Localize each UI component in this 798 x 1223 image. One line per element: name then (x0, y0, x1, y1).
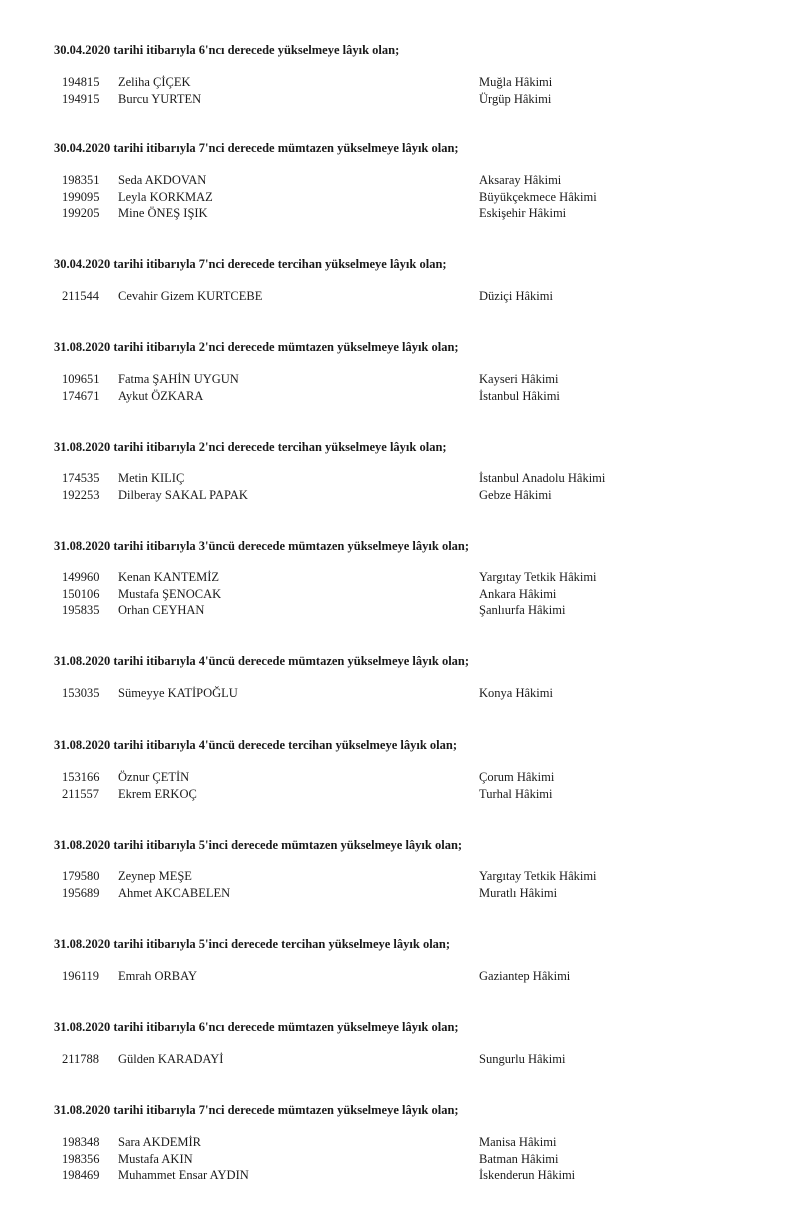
judge-name: Gülden KARADAYİ (118, 1052, 224, 1066)
judge-row (0, 371, 798, 387)
judge-row (0, 769, 798, 785)
judge-position: Manisa Hâkimi (479, 1135, 557, 1149)
judge-position: Çorum Hâkimi (479, 770, 555, 784)
judge-row (0, 1167, 798, 1183)
sicil-number: 195689 (62, 885, 100, 900)
judge-position: Yargıtay Tetkik Hâkimi (479, 570, 597, 584)
judge-position: Büyükçekmece Hâkimi (479, 189, 597, 204)
sicil-number: 194815 (62, 75, 100, 89)
judge-row (0, 91, 798, 107)
judge-position: Aksaray Hâkimi (479, 173, 562, 187)
sicil-number: 211788 (62, 1052, 100, 1066)
judge-row (0, 189, 798, 205)
section-heading: 31.08.2020 tarihi itibarıyla 5'inci derecede tercihan yükselmeye lâyık olan; (54, 937, 451, 951)
sicil-number: 153035 (62, 686, 100, 700)
sicil-number: 196119 (62, 969, 100, 983)
judge-name: Metin KILIÇ (118, 471, 185, 485)
judge-name: Dilberay SAKAL PAPAK (118, 487, 248, 502)
judge-row (0, 288, 798, 304)
judge-position: Gaziantep Hâkimi (479, 969, 571, 983)
sicil-number: 150106 (62, 586, 100, 601)
judge-position: Eskişehir Hâkimi (479, 206, 567, 220)
judge-row (0, 1151, 798, 1167)
sicil-number: 192253 (62, 487, 100, 502)
judge-row (0, 786, 798, 802)
judge-position: Düziçi Hâkimi (479, 289, 553, 303)
judge-name: Zeliha ÇİÇEK (118, 75, 191, 89)
sicil-number: 198469 (62, 1168, 100, 1182)
judge-position: Gebze Hâkimi (479, 487, 552, 502)
judge-name: Zeynep MEŞE (118, 869, 192, 883)
judge-position: Ürgüp Hâkimi (479, 91, 552, 106)
judge-row (0, 586, 798, 602)
judge-position: Batman Hâkimi (479, 1151, 559, 1166)
judge-row (0, 868, 798, 884)
sicil-number: 174535 (62, 471, 100, 485)
sicil-number: 109651 (62, 372, 100, 386)
sicil-number: 195835 (62, 603, 100, 617)
judge-row (0, 74, 798, 90)
judge-row (0, 1051, 798, 1067)
judge-position: İstanbul Hâkimi (479, 388, 560, 403)
section-heading: 31.08.2020 tarihi itibarıyla 6'ncı derecede mümtazen yükselmeye lâyık olan; (54, 1020, 459, 1034)
judge-row (0, 470, 798, 486)
judge-row (0, 388, 798, 404)
judge-position: Sungurlu Hâkimi (479, 1052, 566, 1066)
section-heading: 31.08.2020 tarihi itibarıyla 4'üncü derecede mümtazen yükselmeye lâyık olan; (54, 654, 470, 668)
judge-row (0, 1134, 798, 1150)
judge-name: Sümeyye KATİPOĞLU (118, 686, 238, 700)
sicil-number: 211544 (62, 289, 100, 303)
judge-name: Burcu YURTEN (118, 91, 202, 106)
judge-name: Kenan KANTEMİZ (118, 570, 220, 584)
sicil-number: 198356 (62, 1151, 100, 1166)
sicil-number: 199095 (62, 189, 100, 204)
sicil-number: 174671 (62, 388, 100, 403)
judge-name: Öznur ÇETİN (118, 770, 190, 784)
judge-position: Turhal Hâkimi (479, 786, 553, 801)
judge-name: Emrah ORBAY (118, 969, 198, 983)
judge-name: Mustafa ŞENOCAK (118, 586, 222, 601)
judge-row (0, 602, 798, 618)
sicil-number: 198351 (62, 173, 100, 187)
judge-position: Muğla Hâkimi (479, 75, 553, 89)
judge-position: Yargıtay Tetkik Hâkimi (479, 869, 597, 883)
judge-name: Mine ÖNEŞ IŞIK (118, 206, 208, 220)
judge-name: Cevahir Gizem KURTCEBE (118, 289, 263, 303)
judge-name: Mustafa AKIN (118, 1151, 193, 1166)
judge-name: Orhan CEYHAN (118, 603, 205, 617)
judge-row (0, 205, 798, 221)
judge-name: Ekrem ERKOÇ (118, 786, 197, 801)
sicil-number: 198348 (62, 1135, 100, 1149)
sicil-number: 194915 (62, 91, 100, 106)
judge-row (0, 569, 798, 585)
judge-position: Kayseri Hâkimi (479, 372, 559, 386)
judge-row (0, 968, 798, 984)
judge-name: Aykut ÖZKARA (118, 388, 204, 403)
section-heading: 30.04.2020 tarihi itibarıyla 6'ncı derecede yükselmeye lâyık olan; (54, 43, 400, 57)
judge-position: Konya Hâkimi (479, 686, 553, 700)
judge-row (0, 885, 798, 901)
section-heading: 31.08.2020 tarihi itibarıyla 4'üncü derecede tercihan yükselmeye lâyık olan; (54, 738, 457, 752)
sicil-number: 179580 (62, 869, 100, 883)
judge-row (0, 685, 798, 701)
judge-name: Muhammet Ensar AYDIN (118, 1168, 249, 1182)
sicil-number: 149960 (62, 570, 100, 584)
judge-name: Ahmet AKCABELEN (118, 885, 231, 900)
judge-position: Muratlı Hâkimi (479, 885, 558, 900)
section-heading: 30.04.2020 tarihi itibarıyla 7'nci derecede tercihan yükselmeye lâyık olan; (54, 257, 447, 271)
section-heading: 31.08.2020 tarihi itibarıyla 2'nci derecede mümtazen yükselmeye lâyık olan; (54, 340, 459, 354)
judge-name: Seda AKDOVAN (118, 173, 207, 187)
section-heading: 30.04.2020 tarihi itibarıyla 7'nci derecede mümtazen yükselmeye lâyık olan; (54, 141, 459, 155)
section-heading: 31.08.2020 tarihi itibarıyla 3'üncü derecede mümtazen yükselmeye lâyık olan; (54, 539, 470, 553)
sicil-number: 211557 (62, 786, 100, 801)
section-heading: 31.08.2020 tarihi itibarıyla 5'inci derecede mümtazen yükselmeye lâyık olan; (54, 838, 463, 852)
judge-name: Leyla KORKMAZ (118, 189, 213, 204)
sicil-number: 153166 (62, 770, 100, 784)
section-heading: 31.08.2020 tarihi itibarıyla 7'nci derecede mümtazen yükselmeye lâyık olan; (54, 1103, 459, 1117)
judge-name: Fatma ŞAHİN UYGUN (118, 372, 239, 386)
judge-name: Sara AKDEMİR (118, 1135, 201, 1149)
judge-position: İskenderun Hâkimi (479, 1168, 576, 1182)
judge-row (0, 487, 798, 503)
judge-position: Şanlıurfa Hâkimi (479, 603, 566, 617)
sicil-number: 199205 (62, 206, 100, 220)
section-heading: 31.08.2020 tarihi itibarıyla 2'nci derecede tercihan yükselmeye lâyık olan; (54, 440, 447, 454)
judge-row (0, 172, 798, 188)
judge-position: Ankara Hâkimi (479, 586, 557, 601)
judge-position: İstanbul Anadolu Hâkimi (479, 471, 606, 485)
